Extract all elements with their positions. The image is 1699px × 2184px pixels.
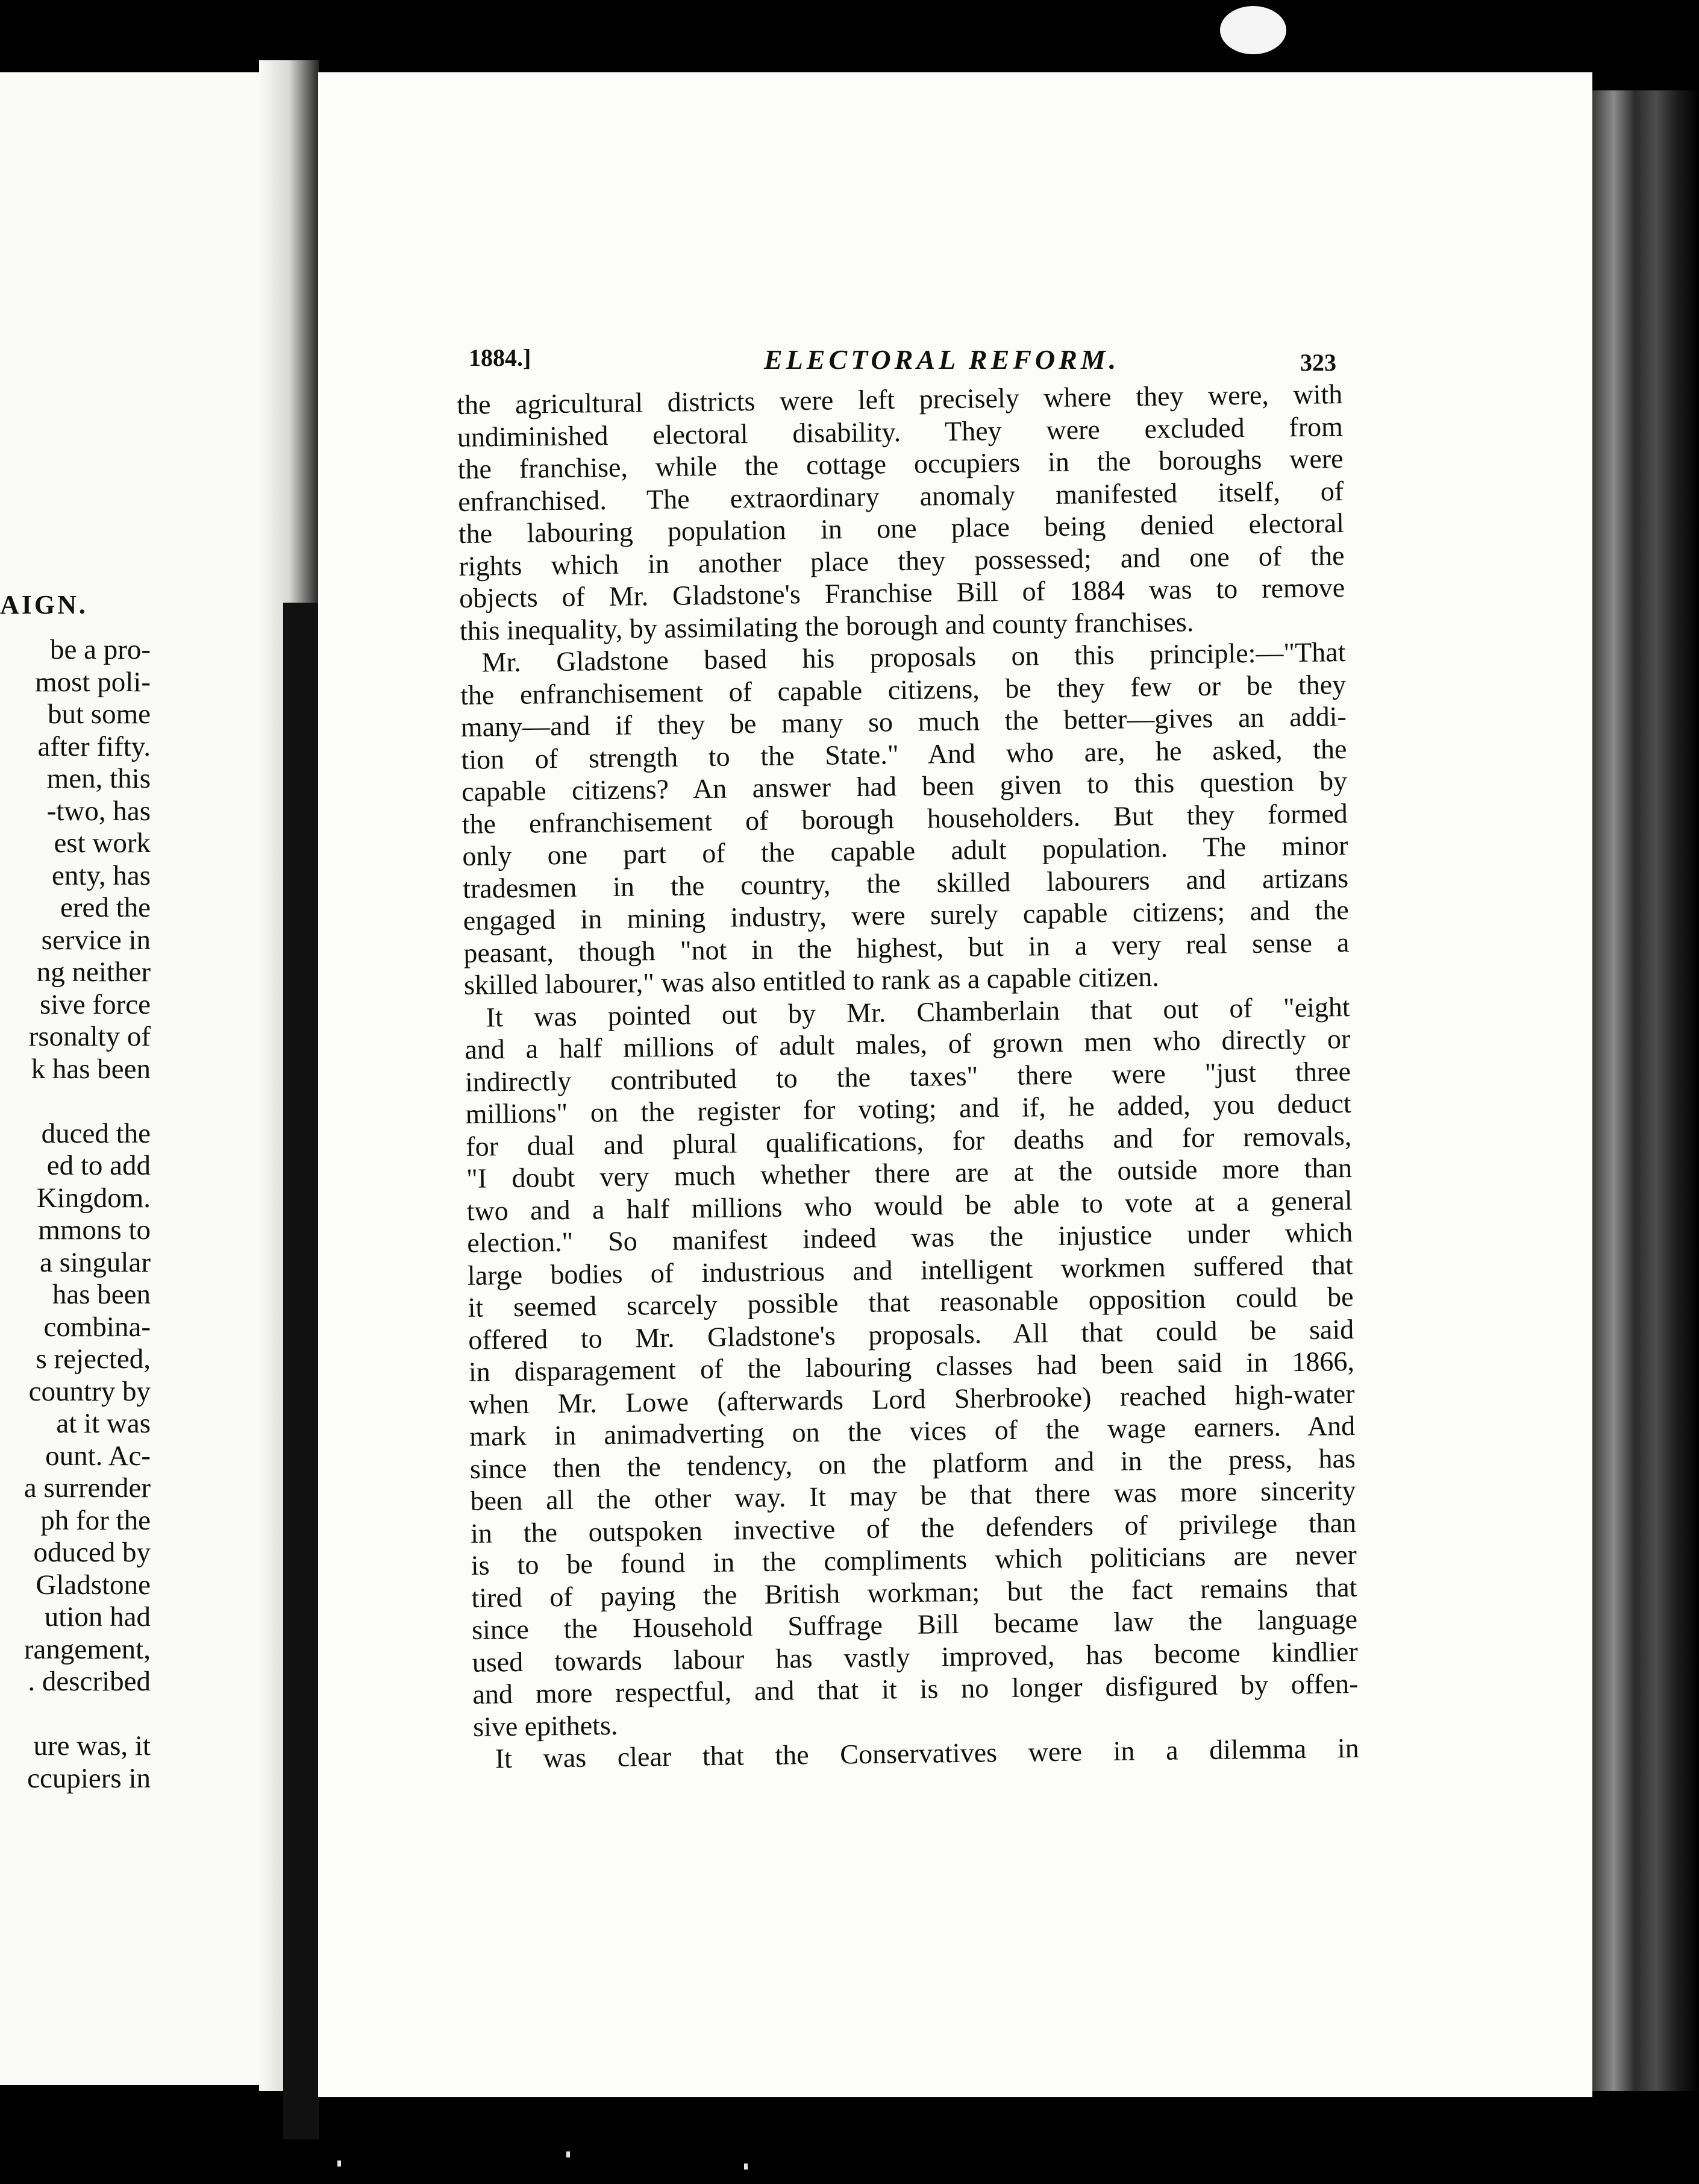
left-page-line: after fifty. (37, 730, 151, 762)
left-page-line: s rejected, (36, 1343, 151, 1375)
left-page-line: . described (28, 1666, 151, 1697)
left-page-line: ered the (60, 892, 151, 923)
text-line: since then the tendency, on the platform and in the press, has (469, 1442, 1356, 1484)
left-page-line: oduced by (33, 1537, 151, 1568)
left-page-line: a singular (39, 1246, 151, 1278)
left-page-line: service in (41, 924, 151, 956)
scan-dust (337, 2160, 341, 2167)
text-line: skilled labourer," was also entitled to rank as a capable citizen. (463, 961, 1160, 1000)
left-page-line: has been (52, 1279, 151, 1310)
text-line: the enfranchisement of borough householders. But they formed (462, 797, 1348, 839)
text-line: offered to Mr. Gladstone's proposals. All that could be said (468, 1313, 1354, 1355)
left-page-line: mmons to (38, 1214, 151, 1246)
text-line: and a half millions of adult males, of grown men who directly or (465, 1023, 1351, 1065)
text-line: capable citizens? An answer had been given to this question by (461, 765, 1348, 807)
text-line: rights which in another place they possessed; and one of the (458, 539, 1345, 582)
left-page-line: ph for the (40, 1504, 151, 1536)
left-page-line: k has been (31, 1053, 151, 1085)
text-line: been all the other way. It may be that there was more sincerity (470, 1474, 1356, 1516)
left-page-line: ution had (44, 1601, 151, 1633)
text-line: the franchise, while the cottage occupiers in the boroughs were (457, 443, 1344, 485)
page-number: 323 (1300, 349, 1336, 376)
text-line: large bodies of industrious and intelligent workmen suffered that (467, 1249, 1354, 1291)
text-line: engaged in mining industry, were surely capable citizens; and the (463, 894, 1349, 936)
page-edges (1592, 90, 1699, 2091)
left-page-line: most poli- (35, 666, 151, 698)
left-page-line: country by (28, 1375, 151, 1407)
left-page-line: sive force (40, 988, 151, 1020)
left-page-header: AIGN. (0, 590, 88, 620)
left-page-line: a surrender (23, 1472, 151, 1504)
left-page-line: Kingdom. (36, 1182, 151, 1214)
text-line: objects of Mr. Gladstone's Franchise Bill of 1884 was to remove (458, 572, 1345, 613)
scan-dust (566, 2151, 570, 2157)
text-line: used towards labour has vastly improved, has become kindlier (472, 1636, 1359, 1678)
left-page-line: rsonalty of (28, 1021, 151, 1052)
text-line: the labouring population in one place being denied electoral (458, 507, 1345, 549)
text-line: this inequality, by assimilating the borough and county franchises. (459, 606, 1194, 646)
text-line: undiminished electoral disability. They were excluded from (457, 410, 1344, 453)
body-text (457, 378, 1359, 1775)
left-page-line: enty, has (51, 859, 151, 891)
text-line: tired of paying the British workman; but the fact remains that (471, 1571, 1357, 1613)
left-page-line: at it was (56, 1408, 151, 1439)
text-line: only one part of the capable adult population. The minor (462, 829, 1348, 871)
left-page-line: Gladstone (36, 1569, 151, 1601)
left-page-line: be a pro- (49, 634, 151, 665)
left-page-line: ure was, it (33, 1730, 151, 1762)
left-page-line: -two, has (46, 795, 151, 827)
text-line: election." So manifest indeed was the injustice under which (467, 1216, 1353, 1258)
text-line: "I doubt very much whether there are at the outside more than (466, 1152, 1353, 1194)
text-line: millions" on the register for voting; and if, he added, you deduct (465, 1087, 1351, 1129)
text-line: It was pointed out by Mr. Chamberlain that out of "eight (486, 991, 1350, 1032)
text-line: is to be found in the compliments which politicians are never (471, 1539, 1357, 1581)
text-line: and more respectful, and that it is no longer disfigured by offen- (472, 1668, 1359, 1710)
header-title: ELECTORAL REFORM. (764, 344, 1120, 375)
text-line: many—and if they be many so much the better—gives an addi- (460, 701, 1347, 742)
gutter-shadow (283, 603, 319, 2139)
left-page-line: ount. Ac- (45, 1440, 151, 1472)
text-line: two and a half millions who would be able to vote at a general (466, 1184, 1353, 1226)
text-line: sive epithets. (472, 1709, 618, 1742)
text-line: for dual and plural qualifications, for deaths and for removals, (466, 1120, 1352, 1162)
scan-dust (744, 2164, 748, 2170)
text-line: It was clear that the Conservatives were in a dilemma in (495, 1732, 1359, 1774)
text-line: tradesmen in the country, the skilled labourers and artizans (462, 862, 1349, 904)
paragraph (464, 990, 1359, 1742)
text-line: indirectly contributed to the taxes" there were "just three (465, 1055, 1351, 1097)
text-line: the agricultural districts were left precisely where they were, with (457, 378, 1343, 420)
text-line: tion of strength to the State." And who are, he asked, the (461, 733, 1347, 775)
text-line: in the outspoken invective of the defenders of privilege than (470, 1507, 1357, 1549)
text-line: in disparagement of the labouring classes had been said in 1866, (468, 1345, 1355, 1387)
text-line: Mr. Gladstone based his proposals on this principle:—"That (481, 636, 1346, 678)
header-year: 1884.] (469, 344, 531, 371)
text-line: the enfranchisement of capable citizens, be they few or be they (460, 668, 1347, 711)
paragraph (457, 378, 1345, 647)
left-page-line: combina- (43, 1311, 151, 1343)
paragraph (460, 636, 1350, 1001)
text-line: it seemed scarcely possible that reasonable opposition could be (468, 1281, 1354, 1323)
text-line: mark in animadverting on the vices of the wage earners. And (469, 1410, 1356, 1452)
left-page-line: ccupiers in (27, 1762, 151, 1794)
text-line: when Mr. Lowe (afterwards Lord Sherbrooke) reached high-water (469, 1378, 1355, 1420)
right-page (318, 72, 1592, 2097)
left-page-line: ng neither (36, 956, 151, 988)
left-page-line: est work (54, 827, 151, 859)
text-line: since the Household Suffrage Bill became law the language (471, 1603, 1358, 1645)
left-page-line: rangement, (23, 1633, 151, 1665)
scan-speck (1220, 6, 1286, 54)
left-page-line: ed to add (46, 1150, 151, 1181)
text-line: peasant, though "not in the highest, but in a very real sense a (463, 926, 1350, 968)
left-page-line: but some (47, 698, 151, 730)
text-line: enfranchised. The extraordinary anomaly manifested itself, of (457, 475, 1344, 517)
left-page-line: duced the (41, 1117, 151, 1149)
left-page-line: men, this (46, 763, 151, 794)
